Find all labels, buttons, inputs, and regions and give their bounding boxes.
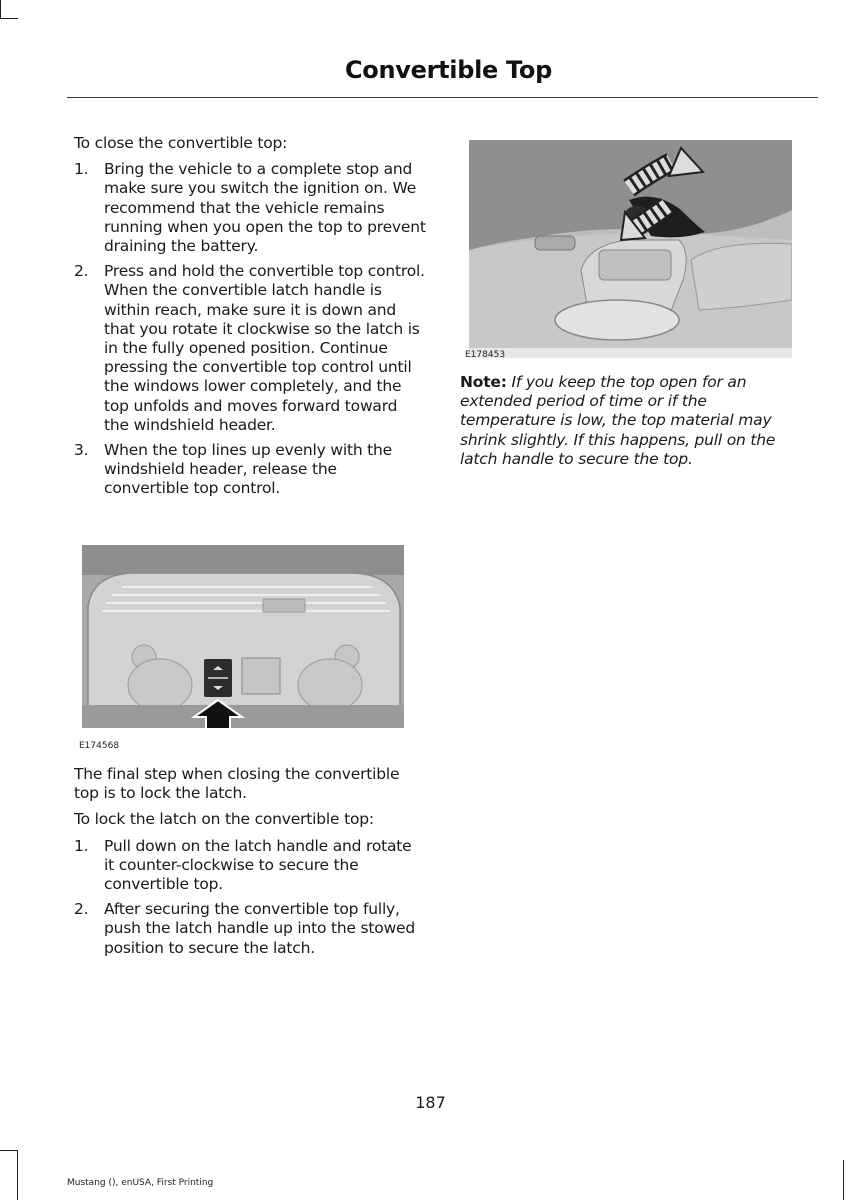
page-number: 187: [415, 1093, 446, 1112]
note-paragraph: [460, 373, 805, 469]
step-number: 3.: [74, 441, 89, 460]
step-text: When the top lines up evenly with the windshield header, release the convertible top control.: [104, 441, 393, 498]
crop-mark-bottom-left: [17, 1150, 18, 1200]
crop-mark-bottom-left-h: [0, 1150, 17, 1151]
crop-mark-top-left-h: [0, 18, 18, 19]
crop-mark-top-left: [0, 0, 1, 18]
list-item: [74, 900, 426, 958]
step-text: Pull down on the latch handle and rotate it counter-clockwise to secure the convertible top.: [104, 836, 412, 894]
step-number: 1.: [74, 836, 89, 855]
lock-intro: To lock the latch on the convertible top:: [74, 810, 374, 829]
crop-mark-bottom-right: [843, 1160, 844, 1200]
list-item: [74, 837, 426, 895]
step-text: Bring the vehicle to a complete stop and make sure you switch the ignition on. We recommend that the vehicle remains running when you open the top to prevent draining the battery.: [104, 160, 426, 256]
step-number: 2.: [74, 262, 89, 281]
right-column: [460, 373, 805, 476]
step-number: 2.: [74, 900, 89, 919]
final-step-paragraph: The final step when closing the convertible top is to lock the latch.: [74, 765, 400, 803]
figure-code: E178453: [465, 350, 506, 360]
close-intro: To close the convertible top:: [74, 134, 288, 152]
figure-code: E174568: [79, 741, 120, 751]
step-number: 1.: [74, 160, 89, 179]
lock-steps-list: [74, 837, 426, 958]
overhead-console-illustration: [82, 545, 404, 728]
left-column-lower: [74, 765, 426, 965]
left-column: [74, 134, 426, 506]
page-title: Convertible Top: [344, 56, 552, 84]
latch-handle-figure: [469, 140, 792, 358]
close-steps-list: [74, 160, 426, 498]
latch-handle-illustration: [469, 140, 792, 358]
list-item: [74, 262, 426, 435]
note-label: Note:: [460, 373, 507, 391]
overhead-console-figure: [82, 545, 404, 728]
note-text: If you keep the top open for an extended period of time or if the temperature is low, the top material may shrink slightly. If this happens, pull on the latch handle to secure the top.: [460, 373, 776, 468]
list-item: [74, 160, 426, 256]
list-item: [74, 441, 426, 499]
step-text: After securing the convertible top fully, push the latch handle up into the stowed position to secure the latch.: [104, 900, 416, 957]
title-divider: [67, 97, 818, 98]
footer-text: Mustang (), enUSA, First Printing: [67, 1178, 214, 1188]
step-text: Press and hold the convertible top control. When the convertible latch handle is within reach, make sure it is down and that you rotate it clockwise so the latch is in the fully opened position. Continue pressing the convertible top control until the windows lower completely, and the top unfolds and moves forward toward the windshield header.: [104, 262, 425, 434]
